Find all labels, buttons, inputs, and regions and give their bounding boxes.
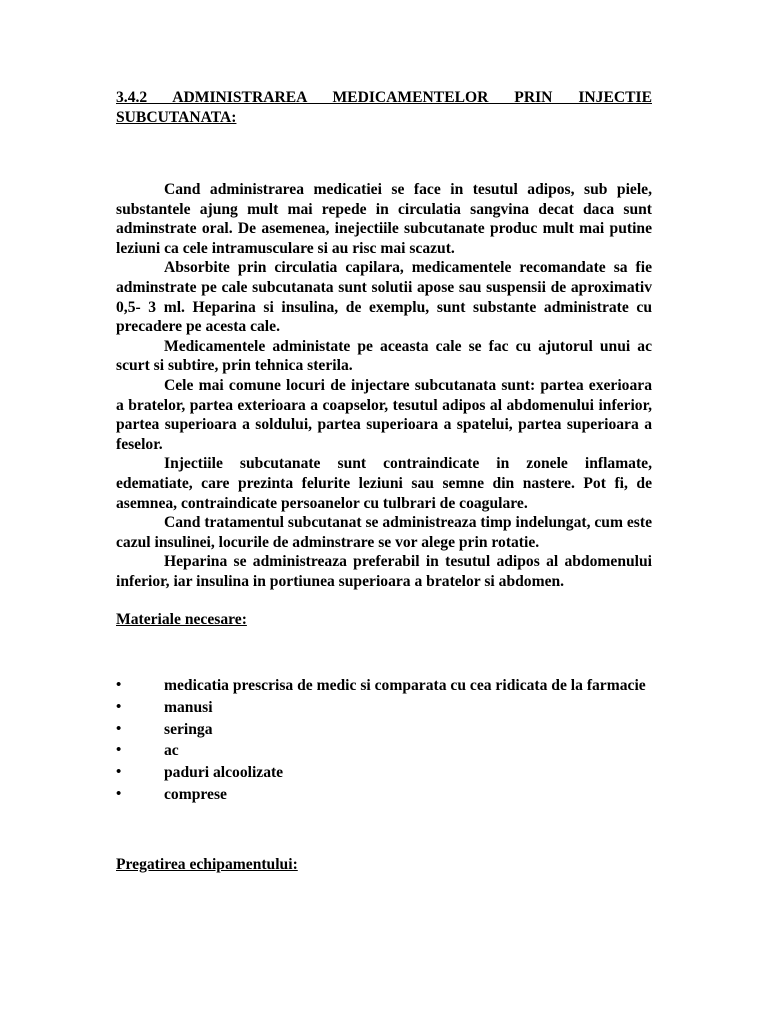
paragraph: Cele mai comune locuri de injectare subcutanata sunt: partea exerioara a bratelor, partea exterioara a coapselor, tesutul adipos al abdomenului inferior, partea superioara a soldului, partea superioara a spatelui, partea superioara a feselor.: [116, 376, 652, 453]
paragraph: Absorbite prin circulatia capilara, medicamentele recomandate sa fie adminstrate pe cale subcutanata sunt solutii apose sau suspensii de aproximativ 0,5- 3 ml. Heparina si insulina, de exemplu, sunt substante administrate cu precadere pe acesta cale.: [116, 259, 652, 336]
materials-list: [116, 675, 652, 806]
bullet-icon: •: [116, 764, 122, 781]
list-item: [116, 719, 652, 741]
bullet-icon: •: [116, 786, 122, 803]
list-item: [116, 762, 652, 784]
bullet-icon: •: [116, 698, 122, 715]
list-item-text: comprese: [164, 786, 227, 804]
preparation-heading: Pregatirea echipamentului:: [116, 855, 298, 873]
paragraph: Cand administrarea medicatiei se face in tesutul adipos, sub piele, substantele ajung mult mai repede in circulatia sangvina decat daca sunt adminstrate oral. De asemenea, inejectiile subcutanate produc mult mai putine leziuni ca cele intramusculare si au risc mai scazut.: [116, 181, 652, 257]
bullet-icon: •: [116, 677, 122, 694]
list-item: [116, 675, 652, 697]
paragraph: Injectiile subcutanate sunt contraindicate in zonele inflamate, edematiate, care prezinta felurite leziuni sau semne din nastere. Pot fi, de asemnea, contraindicate persoanelor cu tulbrari de coagulare.: [116, 455, 652, 512]
list-item-text: medicatia prescrisa de medic si comparata cu cea ridicata de la farmacie: [164, 677, 646, 695]
paragraph: Medicamentele administate pe aceasta cale se fac cu ajutorul unui ac scurt si subtire, prin tehnica sterila.: [116, 337, 652, 375]
paragraph: Cand tratamentul subcutanat se administreaza timp indelungat, cum este cazul insulinei, locurile de adminstrare se vor alege prin rotatie.: [116, 514, 652, 551]
section-heading: 3.4.2 ADMINISTRAREA MEDICAMENTELOR PRIN INJECTIE SUBCUTANATA:: [116, 89, 652, 126]
list-item-text: manusi: [164, 698, 213, 716]
list-item: [116, 697, 652, 719]
bullet-icon: •: [116, 720, 122, 737]
list-item-text: seringa: [164, 720, 213, 738]
list-item: [116, 740, 652, 762]
list-item: [116, 784, 652, 806]
bullet-icon: •: [116, 742, 122, 759]
list-item-text: ac: [164, 742, 179, 760]
paragraph: Heparina se administreaza preferabil in tesutul adipos al abdomenului inferior, iar insulina in portiunea superioara a bratelor si abdomen.: [116, 553, 652, 590]
list-item-text: paduri alcoolizate: [164, 764, 284, 782]
body-text: [116, 180, 652, 591]
materials-heading: Materiale necesare:: [116, 611, 247, 629]
document-page: [116, 88, 652, 874]
